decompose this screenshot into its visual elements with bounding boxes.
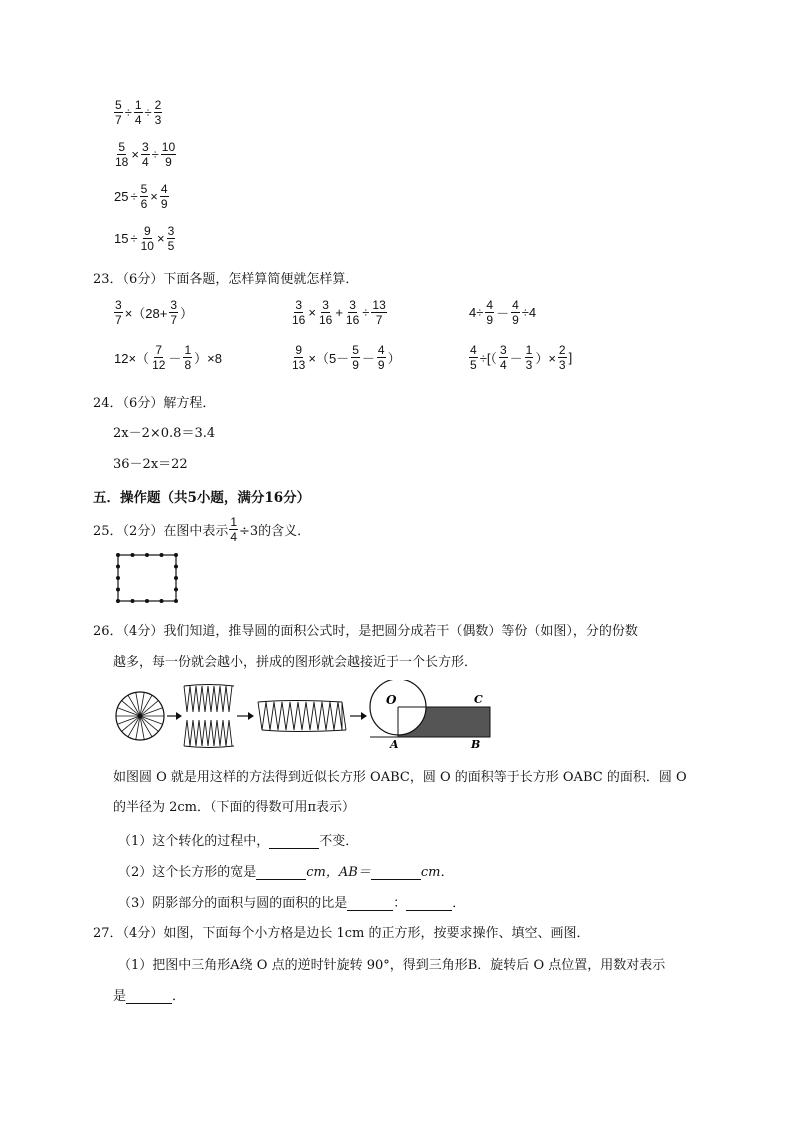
fraction: $\frac{4}{9}$ bbox=[486, 298, 494, 327]
label-b: B bbox=[471, 738, 481, 751]
q23-expr-1: $\frac{3}{7}$ ×（28+ $\frac{3}{7}$ ） bbox=[115, 298, 194, 327]
fraction: $\frac{3}{4}$ bbox=[499, 343, 507, 372]
label-c: C bbox=[474, 693, 483, 706]
arrow-icon bbox=[350, 712, 367, 720]
q23-expr-6: $\frac{4}{5}$ ÷[（ $\frac{3}{4}$ － $\frac{1}{3}$ ）× $\frac{2}{3}$ ] bbox=[470, 343, 573, 372]
fraction: $\frac{4}{9}$ bbox=[377, 343, 385, 372]
fraction: $\frac{3}{4}$ bbox=[141, 140, 149, 169]
q26-part-2: （2）这个长方形的宽是 cm，AB＝ cm． bbox=[118, 865, 454, 880]
answer-blank[interactable] bbox=[256, 865, 306, 880]
answer-blank[interactable] bbox=[406, 896, 452, 911]
q26-desc-1: 如图圆 O 就是用这样的方法得到近似长方形 OABC，圆 O 的面积等于长方形 OABC 的面积．圆 O bbox=[113, 770, 687, 785]
fraction: $\frac{2}{3}$ bbox=[558, 343, 566, 372]
q23-expr-5: $\frac{9}{13}$ ×（5－ $\frac{5}{9}$ － $\frac{4}{9}$ ） bbox=[292, 343, 401, 372]
fraction: $\frac{1}{3}$ bbox=[525, 343, 533, 372]
fraction: $\frac{5}{6}$ bbox=[140, 182, 148, 211]
circle-area-derivation-diagram bbox=[112, 680, 497, 752]
q27-line-1: 27．（4分）如图，下面每个小方格是边长 1cm 的正方形，按要求操作、填空、画图． bbox=[93, 926, 590, 941]
q22-expr-1: $\frac{5}{7}$ ÷ $\frac{1}{4}$ ÷ $\frac{2}{3}$ bbox=[115, 98, 162, 127]
q27-line-3: 是 ． bbox=[113, 989, 186, 1004]
q26-part-1: （1）这个转化的过程中， 不变． bbox=[118, 834, 359, 849]
fraction: $\frac{13}{7}$ bbox=[372, 298, 386, 327]
fraction: $\frac{1}{4}$ bbox=[134, 98, 142, 127]
q23-expr-3: 4÷ $\frac{4}{9}$ － $\frac{4}{9}$ ÷4 bbox=[469, 298, 537, 327]
fraction: $\frac{9}{13}$ bbox=[292, 343, 306, 372]
q26-line-1: 26．（4分）我们知道，推导圆的面积公式时，是把圆分成若干（偶数）等份（如图），分的份数 bbox=[93, 624, 638, 639]
fraction: $\frac{1}{4}$ bbox=[230, 515, 238, 544]
fraction: $\frac{1}{8}$ bbox=[184, 343, 192, 372]
circle-and-rectangle-oabc bbox=[370, 680, 490, 751]
q24-equation-1: 2x－2×0.8＝3.4 bbox=[113, 426, 216, 441]
q26-desc-2: 的半径为 2cm．（下面的得数可用π表示） bbox=[113, 800, 356, 815]
label-a: A bbox=[390, 738, 399, 751]
arrow-icon bbox=[237, 712, 254, 720]
answer-blank[interactable] bbox=[347, 896, 393, 911]
q23-expr-4: 12×（ $\frac{7}{12}$ － $\frac{1}{8}$ ）×8 bbox=[114, 343, 222, 372]
q22-expr-3: 25 ÷ $\frac{5}{6}$ × $\frac{4}{9}$ bbox=[114, 182, 168, 211]
q24-title: 24．（6分）解方程． bbox=[93, 396, 216, 411]
fraction: $\frac{3}{7}$ bbox=[170, 298, 178, 327]
fraction: $\frac{3}{7}$ bbox=[115, 298, 122, 327]
unfolded-sector-rows bbox=[184, 685, 234, 748]
fraction: $\frac{3}{16}$ bbox=[345, 298, 360, 327]
section-5-title: 五．操作题（共5小题，满分16分） bbox=[93, 490, 311, 506]
q26-line-2: 越多，每一份就会越小，拼成的图形就会越接近于一个长方形． bbox=[113, 655, 478, 670]
fraction: $\frac{5}{18}$ bbox=[115, 140, 129, 169]
sectored-circle bbox=[116, 692, 164, 740]
dotted-square-figure bbox=[112, 550, 182, 606]
q24-equation-2: 36－2x＝22 bbox=[113, 457, 188, 472]
fraction: $\frac{4}{5}$ bbox=[470, 343, 477, 372]
fraction: $\frac{10}{9}$ bbox=[161, 140, 176, 169]
q22-expr-2: $\frac{5}{18}$ × $\frac{3}{4}$ ÷ $\frac{10}{9}$ bbox=[115, 140, 176, 169]
fraction: $\frac{3}{5}$ bbox=[167, 224, 175, 253]
q26-part-3: （3）阴影部分的面积与圆的面积的比是 ： ． bbox=[118, 896, 466, 911]
fraction: $\frac{4}{9}$ bbox=[160, 182, 168, 211]
q25-text: 25．（2分）在图中表示 $\frac{1}{4}$ ÷3的含义． bbox=[93, 515, 311, 544]
answer-blank[interactable] bbox=[371, 865, 421, 880]
fraction: $\frac{9}{10}$ bbox=[140, 224, 154, 253]
answer-blank[interactable] bbox=[269, 834, 319, 849]
interlocked-sectors bbox=[258, 701, 346, 732]
fraction: $\frac{3}{16}$ bbox=[292, 298, 306, 327]
fraction: $\frac{4}{9}$ bbox=[512, 298, 519, 327]
fraction: $\frac{3}{16}$ bbox=[318, 298, 333, 327]
q23-expr-2: $\frac{3}{16}$ × $\frac{3}{16}$ + $\frac{3}{16}$ ÷ $\frac{13}{7}$ bbox=[292, 298, 386, 327]
fraction: $\frac{7}{12}$ bbox=[152, 343, 166, 372]
fraction: $\frac{5}{7}$ bbox=[115, 98, 122, 127]
q22-expr-4: 15 ÷ $\frac{9}{10}$ × $\frac{3}{5}$ bbox=[114, 224, 175, 253]
answer-blank[interactable] bbox=[126, 989, 172, 1004]
fraction: $\frac{2}{3}$ bbox=[154, 98, 162, 127]
label-o: O bbox=[386, 693, 397, 707]
q27-line-2: （1）把图中三角形A绕 O 点的逆时针旋转 90°，得到三角形B．旋转后 O 点位置，用数对表示 bbox=[118, 958, 666, 973]
q23-title: 23．（6分）下面各题，怎样算简便就怎样算． bbox=[93, 272, 359, 287]
arrow-icon bbox=[167, 712, 182, 720]
fraction: $\frac{5}{9}$ bbox=[352, 343, 359, 372]
